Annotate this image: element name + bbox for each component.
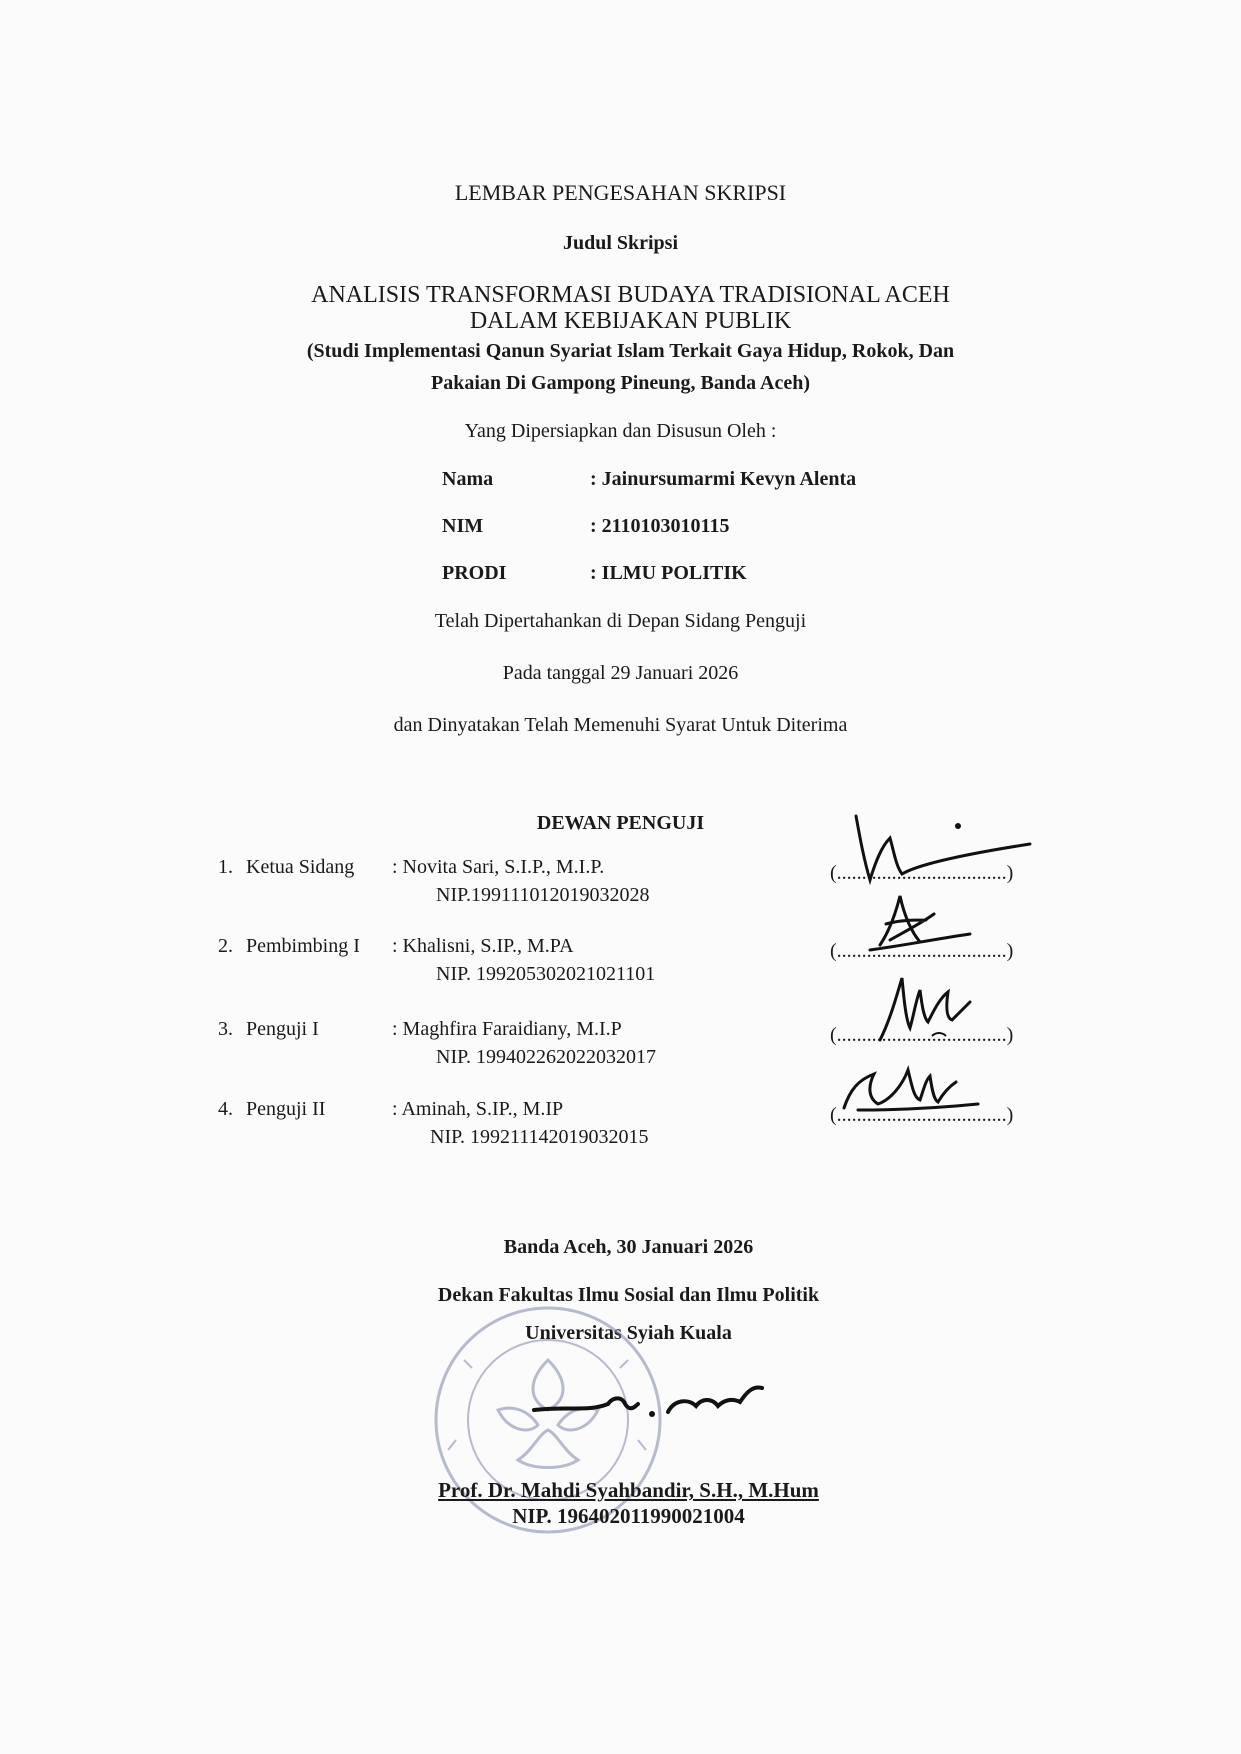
nim-label: NIM [442, 515, 484, 537]
member-1-name: : Novita Sari, S.I.P., M.I.P. [392, 856, 605, 878]
dean-name: Prof. Dr. Mahdi Syahbandir, S.H., M.Hum [438, 1478, 819, 1502]
signature-4 [838, 1060, 988, 1120]
thesis-title-line2: DALAM KEBIJAKAN PUBLIK [469, 308, 792, 334]
member-2-name: : Khalisni, S.IP., M.PA [392, 935, 574, 957]
nim-value: : 2110103010115 [590, 515, 730, 537]
member-1-role: Ketua Sidang [246, 856, 355, 878]
page-heading: LEMBAR PENGESAHAN SKRIPSI [454, 180, 787, 205]
board-heading: DEWAN PENGUJI [536, 812, 705, 834]
member-4-role: Penguji II [246, 1098, 326, 1120]
signature-1 [840, 808, 1040, 890]
prepared-by: Yang Dipersiapkan dan Disusun Oleh : [464, 420, 777, 442]
thesis-subtitle-line1: (Studi Implementasi Qanun Syariat Islam Terkait Gaya Hidup, Rokok, Dan [306, 340, 955, 362]
member-1-sign-line: (..................................) [830, 862, 1014, 884]
member-2-nip: NIP. 199205302021021101 [436, 963, 656, 985]
member-4-number: 4. [218, 1098, 233, 1120]
prodi-label: PRODI [442, 562, 507, 584]
member-4-nip: NIP. 199211142019032015 [430, 1126, 649, 1148]
signature-3 [870, 970, 990, 1050]
member-2-sign-line: (..................................) [830, 940, 1014, 962]
thesis-subtitle-line2: Pakaian Di Gampong Pineung, Banda Aceh) [431, 372, 810, 394]
member-3-name: : Maghfira Faraidiany, M.I.P [392, 1018, 622, 1040]
thesis-label: Judul Skripsi [562, 232, 679, 254]
approval-university: Universitas Syiah Kuala [525, 1322, 732, 1344]
thesis-title-line1: ANALISIS TRANSFORMASI BUDAYA TRADISIONAL ACEH [311, 282, 950, 308]
signature-2 [860, 890, 980, 960]
member-3-sign-line: (..................................) [830, 1024, 1014, 1046]
member-3-nip: NIP. 199402262022032017 [436, 1046, 657, 1068]
approval-place-date: Banda Aceh, 30 Januari 2026 [503, 1236, 754, 1258]
dean-nip: NIP. 196402011990021004 [512, 1504, 745, 1528]
nama-label: Nama [442, 468, 494, 490]
member-4-name: : Aminah, S.IP., M.IP [392, 1098, 564, 1120]
member-1-nip: NIP.199111012019032028 [436, 884, 650, 906]
member-3-number: 3. [218, 1018, 233, 1040]
date-text: Pada tanggal 29 Januari 2026 [502, 662, 739, 684]
member-3-role: Penguji I [246, 1018, 319, 1040]
prodi-value: : ILMU POLITIK [590, 562, 747, 584]
dean-signature [528, 1376, 768, 1436]
member-4-sign-line: (..................................) [830, 1104, 1014, 1126]
accepted-text: dan Dinyatakan Telah Memenuhi Syarat Untuk Diterima [393, 714, 848, 736]
member-2-role: Pembimbing I [246, 935, 360, 957]
member-2-number: 2. [218, 935, 233, 957]
defended-text: Telah Dipertahankan di Depan Sidang Penguji [434, 610, 807, 632]
member-1-number: 1. [218, 856, 233, 878]
approval-position: Dekan Fakultas Ilmu Sosial dan Ilmu Politik [437, 1284, 820, 1306]
nama-value: : Jainursumarmi Kevyn Alenta [590, 468, 857, 490]
